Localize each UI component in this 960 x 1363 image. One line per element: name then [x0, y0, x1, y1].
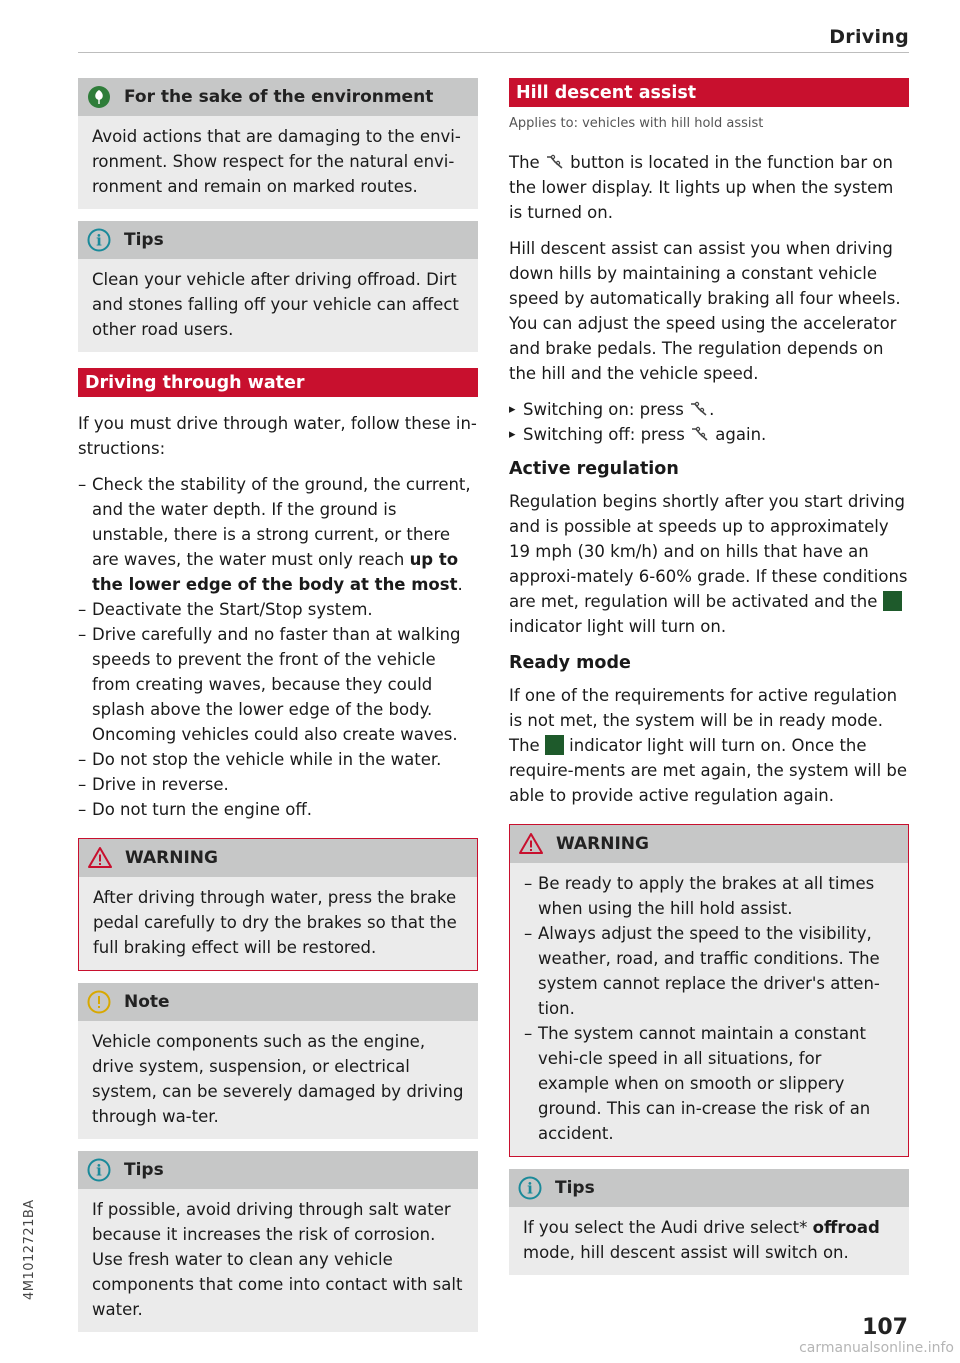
water-instructions-list — [78, 472, 478, 822]
list-item: – Deactivate the Start/Stop system. — [78, 597, 478, 622]
note-box — [78, 983, 478, 1139]
list-item: – The system cannot maintain a constant vehi-cle speed in all situations, for example when on smooth or slippery ground. This can in-crease the risk of an accident. — [524, 1021, 894, 1146]
environment-box-title: For the sake of the environment — [124, 87, 434, 107]
info-circle-icon — [518, 1176, 542, 1200]
note-box-text: Vehicle components such as the engine, drive system, suspension, or electrical system, can be severely damaged by driving through wa-ter. — [92, 1032, 464, 1126]
section-title-water: Driving through water — [78, 368, 478, 397]
environment-box — [78, 78, 478, 209]
water-intro: If you must drive through water, follow these in-structions: — [78, 414, 477, 458]
tips-box — [78, 1151, 478, 1332]
hill-descent-intro: The button is located in the function bar on the lower display. It lights up when the system is turned on. — [509, 153, 894, 222]
warning-box — [509, 824, 909, 1157]
watermark: carmanualsonline.info — [799, 1340, 954, 1356]
tips-box-title: Tips — [124, 1160, 164, 1180]
tips-box-header — [78, 221, 478, 259]
hill-descent-indicator-icon — [545, 735, 564, 755]
tips-box-header — [78, 1151, 478, 1189]
tips-box-header — [509, 1169, 909, 1207]
section-title-hill-descent: Hill descent assist — [509, 78, 909, 107]
ready-mode-text: If one of the requirements for active regulation is not met, the system will be in ready mode. The indicator light will turn on. Once the require-ments are met again, the system will be able to provide active regulation again. — [509, 686, 908, 805]
warning-box — [78, 838, 478, 971]
warning-triangle-icon — [519, 832, 543, 856]
switch-on-step: ▸ Switching on: press . — [509, 397, 909, 422]
warning-box-title: WARNING — [125, 848, 218, 868]
switch-off-step: ▸ Switching off: press again. — [509, 422, 909, 447]
info-circle-icon — [87, 1158, 111, 1182]
note-box-title: Note — [124, 992, 170, 1012]
hill-descent-description: Hill descent assist can assist you when driving down hills by maintaining a constant vehicle speed by automatically braking all four wheels. You can adjust the speed using the accelerator and brake pedals. The regulation depends on the hill and the vehicle speed. — [509, 239, 901, 383]
tips-box — [509, 1169, 909, 1275]
hill-descent-icon — [545, 154, 565, 171]
info-circle-icon — [87, 228, 111, 252]
chapter-title: Driving — [829, 26, 909, 48]
document-code: 4M1012721BA — [22, 1199, 37, 1300]
exclamation-circle-icon — [87, 990, 111, 1014]
tips-box-title: Tips — [124, 230, 164, 250]
active-regulation-heading: Active regulation — [509, 459, 679, 479]
tips-box-text: If possible, avoid driving through salt water because it increases the risk of corrosion. Use fresh water to clean any vehicle components that come into contact with salt water. — [92, 1200, 463, 1319]
right-column — [509, 78, 909, 1287]
hill-descent-icon — [689, 401, 709, 418]
tips-box-text: Clean your vehicle after driving offroad. Dirt and stones falling off your vehicle can affect other road users. — [92, 270, 459, 339]
hill-descent-icon — [690, 426, 710, 443]
warning-box-text: After driving through water, press the brake pedal carefully to dry the brakes so that the full braking effect will be restored. — [93, 888, 457, 957]
svg-text:i: i — [96, 1161, 102, 1180]
page-number: 107 — [862, 1315, 908, 1340]
list-item: – Drive in reverse. — [78, 772, 478, 797]
leaf-circle-icon — [87, 85, 111, 109]
hill-descent-indicator-icon — [883, 591, 902, 611]
ready-mode-heading: Ready mode — [509, 653, 631, 673]
warning-box-title: WARNING — [556, 834, 649, 854]
tips-box-title: Tips — [555, 1178, 595, 1198]
list-item: – Do not stop the vehicle while in the water. — [78, 747, 478, 772]
tips-box-text: If you select the Audi drive select* offroad mode, hill descent assist will switch on. — [523, 1218, 880, 1262]
list-item: – Be ready to apply the brakes at all times when using the hill hold assist. — [524, 871, 894, 921]
left-column — [78, 78, 478, 1344]
environment-box-header — [78, 78, 478, 116]
list-item: – Do not turn the engine off. — [78, 797, 478, 822]
tips-box — [78, 221, 478, 352]
warning-box-header — [79, 839, 477, 877]
environment-box-text: Avoid actions that are damaging to the envi-ronment. Show respect for the natural envi-ronment and remain on marked routes. — [92, 127, 461, 196]
warning-triangle-icon — [88, 846, 112, 870]
applies-to: Applies to: vehicles with hill hold assist — [509, 116, 764, 131]
note-box-header — [78, 983, 478, 1021]
warning-box-header — [510, 825, 908, 863]
list-item: – Always adjust the speed to the visibility, weather, road, and traffic conditions. The system cannot replace the driver's atten-tion. — [524, 921, 894, 1021]
svg-text:i: i — [527, 1179, 533, 1198]
active-regulation-text: Regulation begins shortly after you start driving and is possible at speeds up to approximately 19 mph (30 km/h) and on hills that have an approxi-mately 6-60% grade. If these conditions are met, regulation will be activated and the indicator light will turn on. — [509, 492, 908, 636]
svg-text:i: i — [96, 231, 102, 250]
switch-instructions — [509, 397, 909, 447]
list-item: – Drive carefully and no faster than at walking speeds to prevent the front of the vehicle from creating waves, because they could splash above the lower edge of the body. Oncoming vehicles could also create waves. — [78, 622, 478, 747]
list-item: – Check the stability of the ground, the current, and the water depth. If the ground is unstable, there is a strong current, or there are waves, the water must only reach up to the lower edge of the body at the most. — [78, 472, 478, 597]
page-header — [78, 24, 909, 53]
warning-list — [524, 871, 894, 1146]
